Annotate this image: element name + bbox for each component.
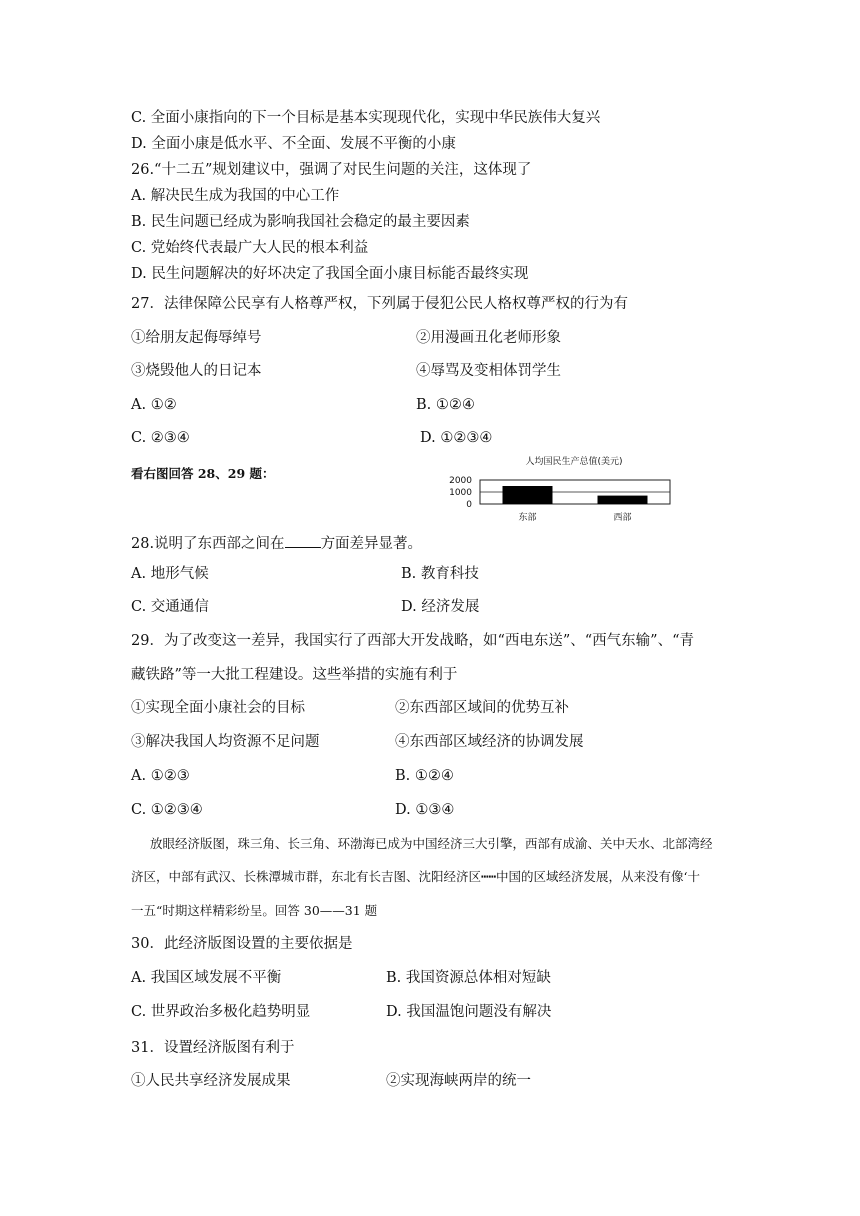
chart-bars (503, 486, 648, 504)
y-tick-label: 0 (466, 500, 472, 510)
option-b-q30: B. 我国资源总体相对短缺 (386, 970, 551, 986)
option-d-q28: D. 经济发展 (401, 599, 480, 615)
option-c-q28: C. 交通通信 (131, 599, 209, 615)
option-b-q28: B. 教育科技 (401, 566, 479, 582)
x-tick-label: 东部 (518, 513, 537, 523)
statement-1-q27: ①给朋友起侮辱绰号 (131, 330, 262, 346)
option-a-q26: A. 解决民生成为我国的中心工作 (131, 188, 340, 204)
option-b-q26: B. 民生问题已经成为影响我国社会稳定的最主要因素 (131, 214, 470, 230)
bar-east (503, 486, 553, 504)
question-30: 30．此经济版图设置的主要依据是 (131, 936, 353, 952)
option-d-q25: D. 全面小康是低水平、不全面、发展不平衡的小康 (131, 136, 456, 152)
option-d-q30: D. 我国温饱问题没有解决 (386, 1004, 552, 1020)
option-c-q27: C. ②③④ (131, 430, 190, 446)
x-tick-label: 西部 (613, 513, 632, 523)
statement-2-q27: ②用漫画丑化老师形象 (416, 330, 561, 346)
statement-1-q31: ①人民共享经济发展成果 (131, 1073, 291, 1089)
option-c-q25: C. 全面小康指向的下一个目标是基本实现现代化，实现中华民族伟大复兴 (131, 110, 601, 126)
question-27: 27．法律保障公民享有人格尊严权，下列属于侵犯公民人格权尊严权的行为有 (131, 296, 628, 312)
statement-4-q29: ④东西部区域经济的协调发展 (395, 734, 584, 750)
statement-1-q29: ①实现全面小康社会的目标 (131, 700, 305, 716)
option-d-q27: D. ①②③④ (420, 430, 493, 446)
option-c-q26: C. 党始终代表最广大人民的根本利益 (131, 240, 369, 256)
chart-instruction: 看右图回答 28、29 题： (131, 466, 275, 481)
option-c-q30: C. 世界政治多极化趋势明显 (131, 1004, 311, 1020)
option-d-q26: D. 民生问题解决的好坏决定了我国全面小康目标能否最终实现 (131, 266, 529, 282)
statement-2-q31: ②实现海峡两岸的统一 (386, 1073, 531, 1089)
statement-3-q29: ③解决我国人均资源不足问题 (131, 734, 320, 750)
passage-line-3: 一五“时期这样精彩纷呈。回答 30——31 题 (131, 903, 378, 918)
option-a-q28: A. 地形气候 (131, 566, 209, 582)
gnp-per-capita-chart (434, 454, 674, 528)
y-tick-label: 2000 (449, 476, 472, 486)
y-tick-label: 1000 (449, 488, 472, 498)
question-26: 26.“十二五”规划建议中，强调了对民生问题的关注，这体现了 (131, 162, 532, 178)
option-a-q29: A. ①②③ (131, 768, 190, 784)
question-28 (131, 533, 422, 554)
question-31: 31．设置经济版图有利于 (131, 1040, 295, 1056)
bar-west (598, 496, 648, 504)
answer-blank (285, 533, 321, 548)
question-28-suffix: 方面差异显著。 (320, 536, 423, 552)
passage-line-1: 放眼经济版图，珠三角、长三角、环渤海已成为中国经济三大引擎，西部有成渝、关中天水、北部湾经 (150, 836, 713, 851)
passage-line-2: 济区，中部有武汉、长株潭城市群，东北有长吉图、沈阳经济区┅┅中国的区域经济发展，从来没有像‘十 (131, 869, 701, 884)
option-c-q29: C. ①②③④ (131, 802, 203, 818)
option-a-q30: A. 我国区域发展不平衡 (131, 970, 282, 986)
question-28-prefix: 28.说明了东西部之间在 (131, 536, 285, 552)
option-b-q27: B. ①②④ (416, 397, 475, 413)
statement-2-q29: ②东西部区域间的优势互补 (395, 700, 569, 716)
option-d-q29: D. ①③④ (395, 802, 455, 818)
statement-4-q27: ④辱骂及变相体罚学生 (416, 363, 561, 379)
option-a-q27: A. ①② (131, 397, 177, 413)
question-29-line-2: 藏铁路”等一大批工程建设。这些举措的实施有利于 (131, 667, 458, 683)
chart-title: 人均国民生产总值(美元) (525, 457, 623, 467)
statement-3-q27: ③烧毁他人的日记本 (131, 363, 262, 379)
option-b-q29: B. ①②④ (395, 768, 454, 784)
question-29-line-1: 29．为了改变这一差异，我国实行了西部大开发战略，如“西电东送”、“西气东输”、“青 (131, 633, 695, 649)
